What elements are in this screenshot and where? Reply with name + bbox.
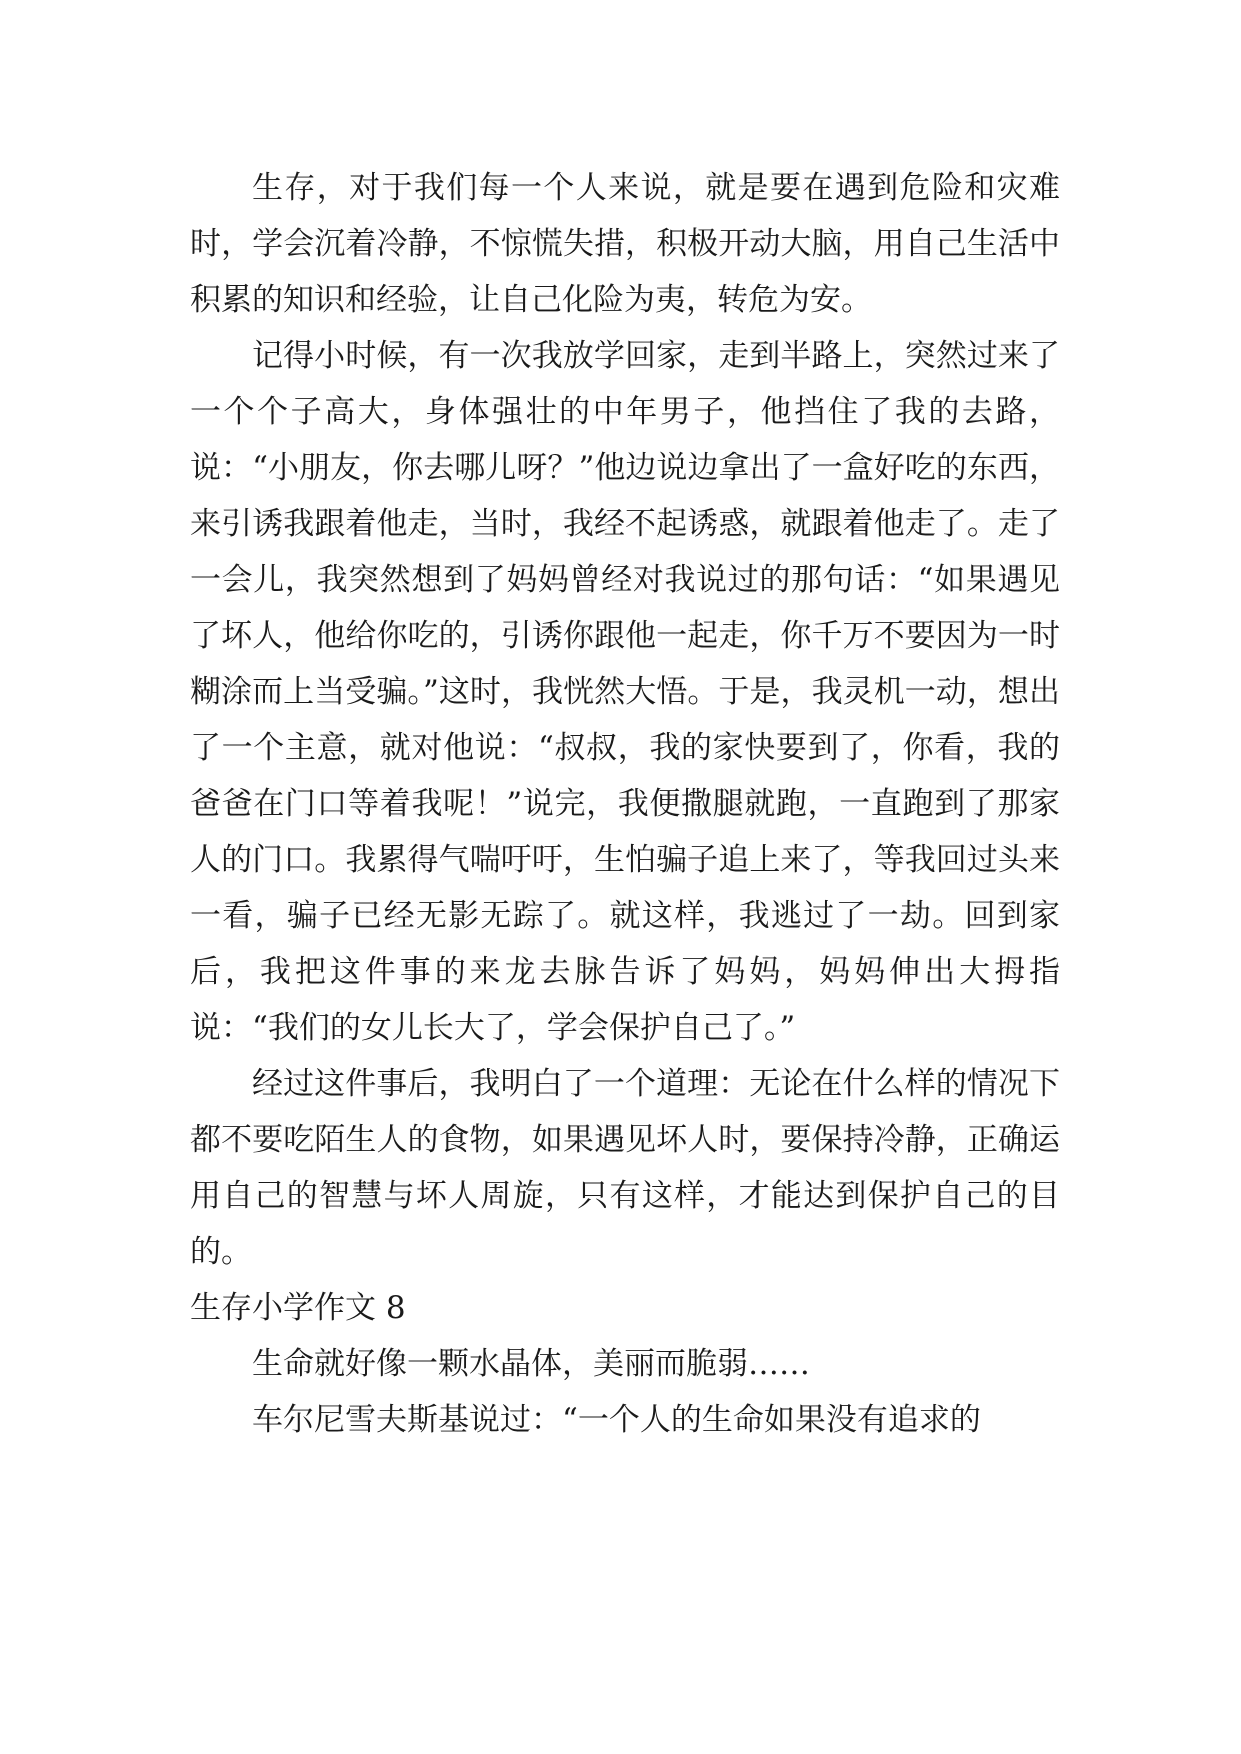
- paragraph-life-crystal: 生命就好像一颗水晶体，美丽而脆弱……: [252, 1346, 810, 1382]
- paragraph-quote-start: 车尔尼雪夫斯基说过：“一个人的生命如果没有追求的: [252, 1402, 981, 1438]
- paragraph-lesson-learned: 经过这件事后，我明白了一个道理：无论在什么样的情况下都不要吃陌生人的食物，如果遇见坏人时，要保持冷静，正确运用自己的智慧与坏人周旋，只有这样，才能达到保护自己的目的。: [190, 1066, 1060, 1270]
- document-body: [190, 160, 1060, 1448]
- section-title: 生存小学作文 8: [190, 1290, 406, 1326]
- paragraph-survival-definition: 生存，对于我们每一个人来说，就是要在遇到危险和灾难时，学会沉着冷静，不惊慌失措，积极开动大脑，用自己生活中积累的知识和经验，让自己化险为夷，转危为安。: [190, 170, 1060, 318]
- paragraph-childhood-story: 记得小时候，有一次我放学回家，走到半路上，突然过来了一个个子高大，身体强壮的中年男子，他挡住了我的去路，说：“小朋友，你去哪儿呀？”他边说边拿出了一盒好吃的东西，来引诱我跟着他走，当时，我经不起诱惑，就跟着他走了。走了一会儿，我突然想到了妈妈曾经对我说过的那句话：“如果遇见了坏人，他给你吃的，引诱你跟他一起走，你千万不要因为一时糊涂而上当受骗。”这时，我恍然大悟。于是，我灵机一动，想出了一个主意，就对他说：“叔叔，我的家快要到了，你看，我的爸爸在门口等着我呢！”说完，我便撒腿就跑，一直跑到了那家人的门口。我累得气喘吁吁，生怕骗子追上来了，等我回过头来一看，骗子已经无影无踪了。就这样，我逃过了一劫。回到家后，我把这件事的来龙去脉告诉了妈妈，妈妈伸出大拇指说：“我们的女儿长大了，学会保护自己了。”: [190, 338, 1060, 1046]
